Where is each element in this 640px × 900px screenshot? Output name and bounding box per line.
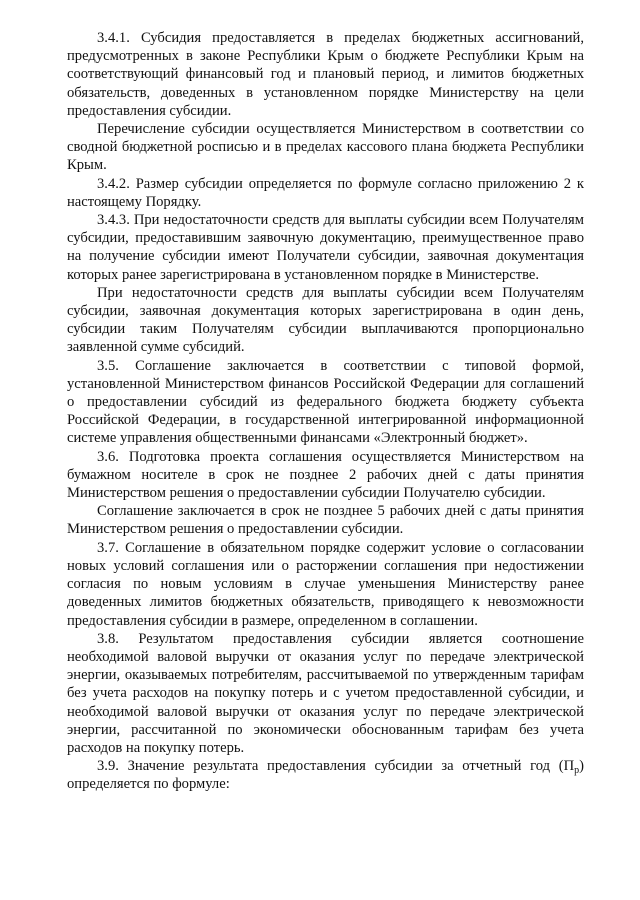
result-symbol-subscript: р [574,765,580,777]
paragraph-3-8: 3.8. Результатом предоставления субсидии является соотношение необходимой валовой выручки от оказания услуг по передаче электрической энергии, оказываемых потребителям, рассчитываемой по утвержденным тарифам без учета расходов на покупку потерь и с учетом предоставленной субсидии, и необходимой валовой выручки от оказания услуг по передаче электрической энергии, рассчитанной по экономически обоснованным тарифам без учета расходов на покупку потерь. [67,630,584,756]
paragraph-3-9 [67,757,584,793]
document-text [67,29,584,794]
paragraph-3-6: 3.6. Подготовка проекта соглашения осуществляется Министерством на бумажном носителе в срок не позднее 2 рабочих дней с даты принятия Министерством решения о предоставлении субсидии Получателю субсидии. [67,448,584,502]
paragraph-3-9-text: 3.9. Значение результата предоставления субсидии за отчетный год (П [97,758,575,775]
paragraph-3-9-tail: ) определяется по формуле: [67,758,584,793]
paragraph-3-4-3: 3.4.3. При недостаточности средств для выплаты субсидии всем Получателям субсидии, предоставившим заявочную документацию, преимущественное право на получение субсидии имеют Получатели субсидии, заявочная документация которых ранее зарегистрирована в установленном порядке в Министерстве. [67,212,584,283]
paragraph-3-7: 3.7. Соглашение в обязательном порядке содержит условие о согласовании новых условий соглашения или о расторжении соглашения при недостижении согласия по новым условиям в случае уменьшения Министерству ранее доведенных лимитов бюджетных обязательств, приводящего к невозможности предоставления субсидии в размере, определенном в соглашении. [67,539,584,629]
paragraph-transfer: Перечисление субсидии осуществляется Министерством в соответствии со сводной бюджетной росписью и в пределах кассового плана бюджета Республики Крым. [67,121,584,174]
paragraph-3-5: 3.5. Соглашение заключается в соответствии с типовой формой, установленной Министерством финансов Российской Федерации для соглашений о предоставлении субсидий из федерального бюджета бюджету субъекта Российской Федерации, в государственной интегрированной информационной системе управления общественными финансами «Электронный бюджет». [67,357,584,447]
paragraph-insufficiency: При недостаточности средств для выплаты субсидии всем Получателям субсидии, заявочная документация которых зарегистрирована в один день, субсидии таким Получателям субсидии выплачиваются пропорционально заявленной сумме субсидий. [67,284,584,356]
paragraph-agreement-term: Соглашение заключается в срок не позднее 5 рабочих дней с даты принятия Министерством решения о предоставлении субсидии. [67,503,584,538]
paragraph-3-4-2: 3.4.2. Размер субсидии определяется по формуле согласно приложению 2 к настоящему Порядку. [67,175,584,210]
paragraph-3-4-1: 3.4.1. Субсидия предоставляется в пределах бюджетных ассигнований, предусмотренных в законе Республики Крым о бюджете Республики Крым на соответствующий финансовый год и плановый период, и лимитов бюджетных обязательств, доведенных в установленном порядке Министерству на цели предоставления субсидии. [67,30,584,119]
